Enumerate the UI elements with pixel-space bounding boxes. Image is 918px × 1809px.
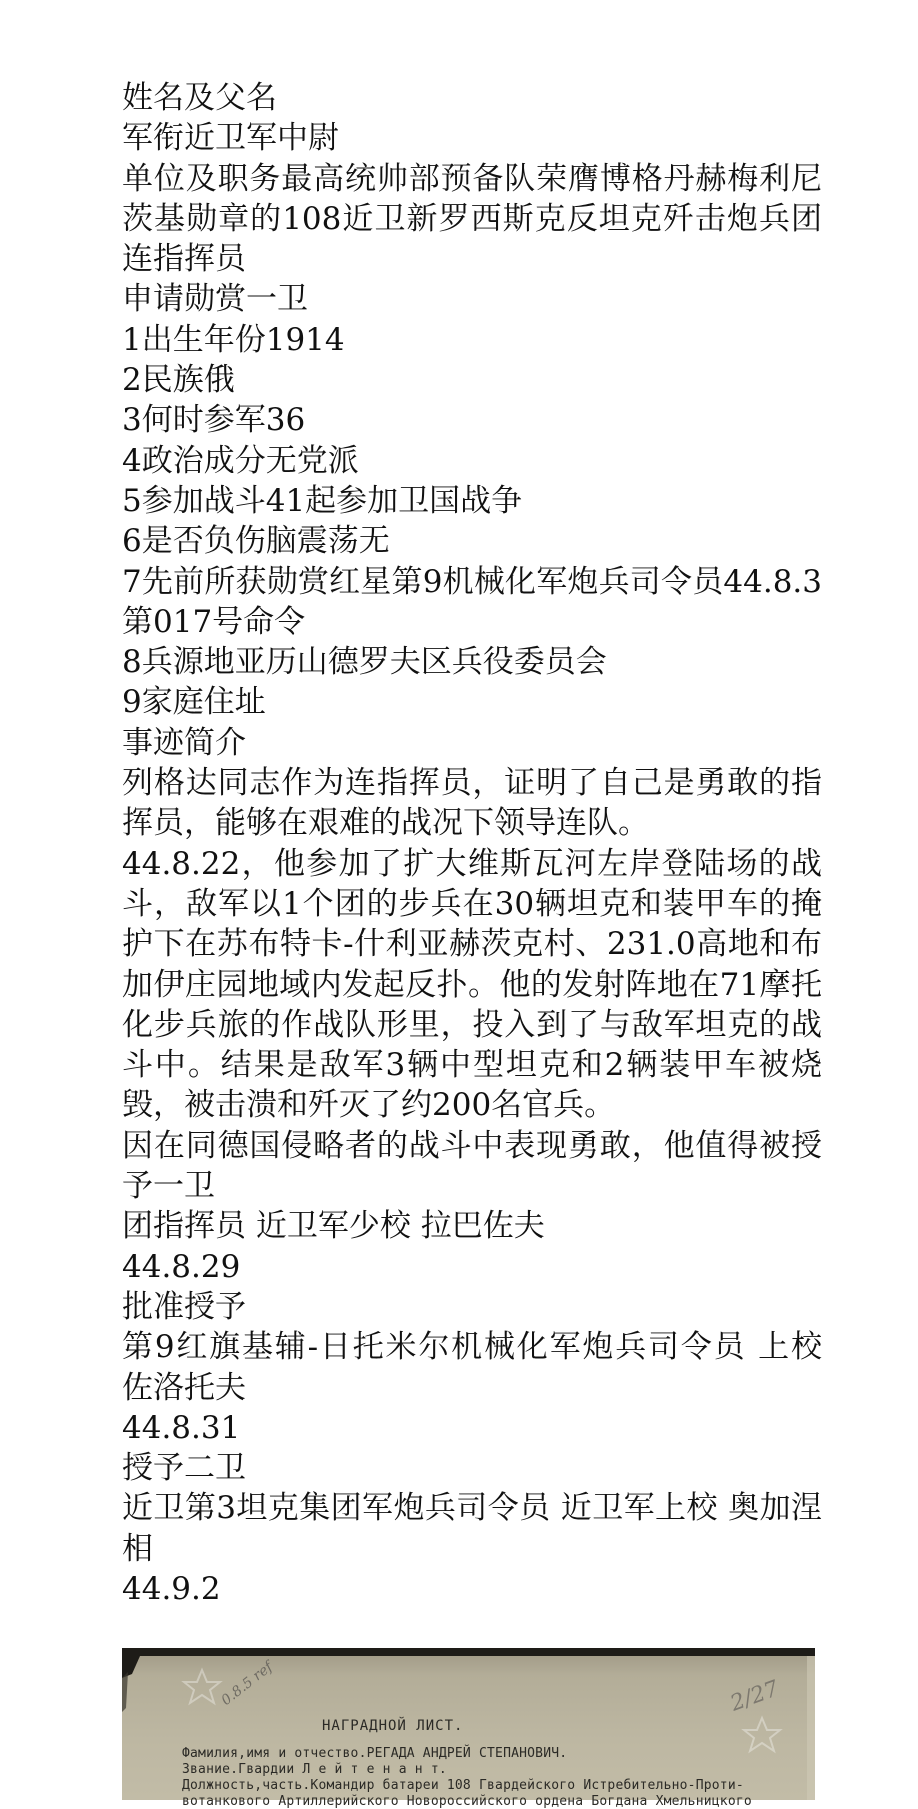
award-decision: 授予二卫 xyxy=(122,1450,246,1487)
field-name: 姓名及父名 xyxy=(122,80,277,116)
handwritten-note-right: 2/27 xyxy=(727,1676,783,1717)
field-combat: 5参加战斗41起参加卫国战争 xyxy=(122,482,523,519)
field-draft-office: 8兵源地亚历山德罗夫区兵役委员会 xyxy=(122,644,607,681)
field-unit-position: 单位及职务最高统帅部预备队荣膺博格丹赫梅利尼茨基勋章的108近卫新罗西斯克反坦克歼击炮兵团连指挥员 xyxy=(122,160,822,278)
field-previous-awards: 7先前所获勋赏红星第9机械化军炮兵司令员44.8.3第017号命令 xyxy=(122,563,822,640)
field-birth-year: 1出生年份1914 xyxy=(122,321,345,358)
date-1: 44.8.29 xyxy=(122,1248,241,1285)
date-2: 44.8.31 xyxy=(122,1409,241,1446)
scan-title: НАГРАДНОЙ ЛИСТ. xyxy=(322,1718,464,1734)
field-nationality: 2民族俄 xyxy=(122,362,235,399)
field-rank: 军衔近卫军中尉 xyxy=(122,120,339,157)
scan-line-name: Фамилия,имя и отчество.РЕГАДА АНДРЕЙ СТЕПАНОВИЧ. xyxy=(182,1746,568,1761)
army-artillery-commander-signature: 近卫第3坦克集团军炮兵司令员 近卫军上校 奥加涅相 xyxy=(122,1490,822,1567)
summary-paragraph-1: 列格达同志作为连指挥员，证明了自己是勇敢的指挥员，能够在艰难的战况下领导连队。 xyxy=(122,765,822,842)
summary-heading: 事迹简介 xyxy=(122,724,246,761)
document-body xyxy=(122,78,822,1609)
summary-paragraph-2: 44.8.22，他参加了扩大维斯瓦河左岸登陆场的战斗，敌军以1个团的步兵在30辆坦克和装甲车的掩护下在苏布特卡-什利亚赫茨克村、231.0高地和布加伊庄园地域内发起反扑。他的发射阵地在71摩托化步兵旅的作战队形里，投入到了与敌军坦克的战斗中。结果是敌军3辆中型坦克和2辆装甲车被烧毁，被击溃和歼灭了约200名官兵。 xyxy=(122,845,822,1124)
field-home-address: 9家庭住址 xyxy=(122,684,266,721)
corps-artillery-commander-signature: 第9红旗基辅-日托米尔机械化军炮兵司令员 上校 佐洛托夫 xyxy=(122,1329,822,1406)
field-award-requested: 申请勋赏一卫 xyxy=(122,281,308,318)
regiment-commander-signature: 团指挥员 近卫军少校 拉巴佐夫 xyxy=(122,1208,545,1245)
scan-line-rank: Звание.Гвардии Л е й т е н а н т. xyxy=(182,1762,447,1777)
scan-line-position: Должность,часть.Командир батареи 108 Гвардейского Истребительно-Проти- xyxy=(182,1778,744,1793)
summary-paragraph-3: 因在同德国侵略者的战斗中表现勇敢，他值得被授予一卫 xyxy=(122,1127,822,1205)
field-enlisted: 3何时参军36 xyxy=(122,402,306,439)
handwritten-note-left: 0.8.5 ref xyxy=(218,1659,276,1709)
field-wounds: 6是否负伤脑震荡无 xyxy=(122,523,390,560)
field-party: 4政治成分无党派 xyxy=(122,442,359,479)
scanned-award-sheet xyxy=(122,1648,815,1809)
approval-heading: 批准授予 xyxy=(122,1288,246,1325)
scan-line-position-cont: вотанкового Артиллерийского Новороссийского ордена Богдана Хмельницкого xyxy=(182,1794,752,1809)
date-3: 44.9.2 xyxy=(122,1570,221,1607)
